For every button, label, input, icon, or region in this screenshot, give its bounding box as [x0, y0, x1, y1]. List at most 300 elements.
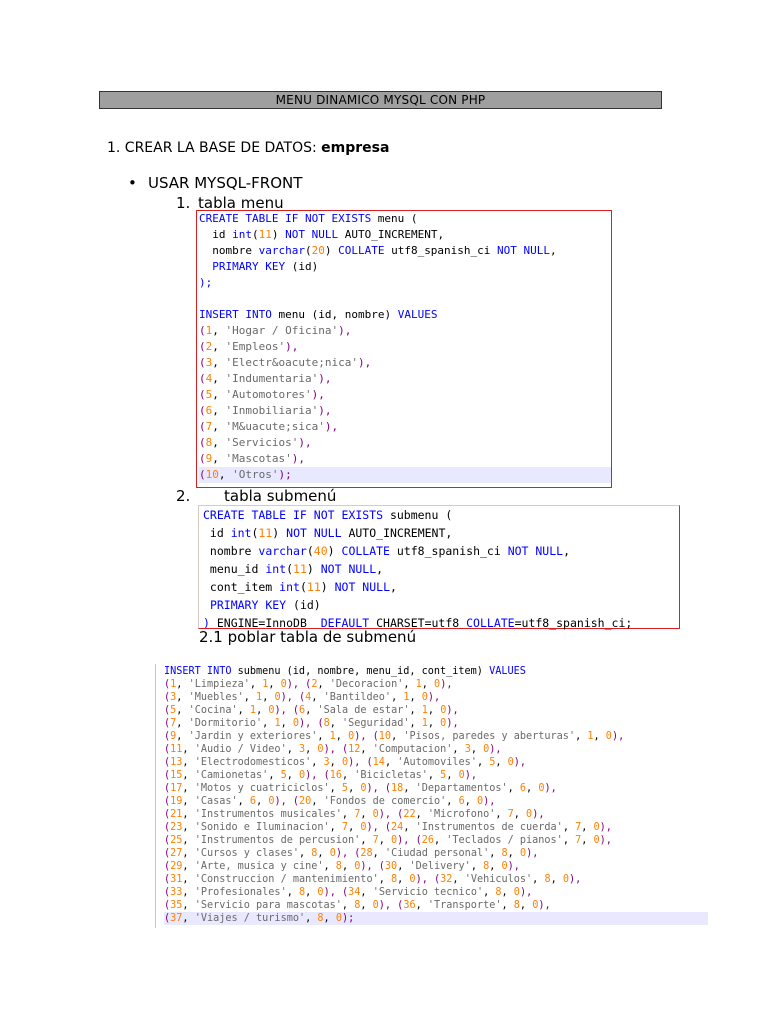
code-token: 30	[384, 861, 398, 872]
code-token: (	[306, 544, 314, 558]
code-token: 32	[440, 874, 453, 885]
code-token: 8	[513, 900, 520, 911]
code-token: ,	[409, 718, 422, 729]
step-1	[107, 140, 389, 156]
code-token: (	[164, 887, 171, 898]
code-token: 'Computacion'	[372, 744, 453, 755]
code-token: ),	[366, 822, 379, 833]
code-token: ,	[286, 770, 300, 781]
code-token: );	[278, 468, 292, 481]
code-token: 34	[348, 887, 361, 898]
code-token: 1	[329, 731, 336, 742]
code-token: varchar	[258, 244, 305, 257]
code-line	[203, 596, 679, 614]
code-token: 0	[317, 887, 324, 898]
heading-poblar-submenu	[199, 628, 416, 646]
code-token: 8	[495, 887, 502, 898]
code-token: ),	[544, 783, 557, 794]
code-line	[199, 259, 611, 275]
code-token: NOT NULL	[497, 244, 551, 257]
code-token: ,	[550, 874, 563, 885]
code-token: ,	[507, 848, 520, 859]
code-token: ,	[212, 324, 226, 337]
code-token: ,	[390, 580, 397, 594]
code-token: nombre	[203, 544, 259, 558]
code-token: ,	[311, 796, 324, 807]
code-token: )	[306, 562, 321, 576]
code-line	[199, 291, 611, 307]
code-token: ),	[285, 340, 299, 353]
code-line	[203, 524, 679, 542]
code-token: varchar	[258, 544, 307, 558]
step-1-label: 1. CREAR LA BASE DE DATOS:	[107, 140, 322, 156]
code-token: ,	[470, 861, 484, 872]
code-token: ),	[286, 679, 300, 690]
code-token: (	[199, 436, 206, 449]
code-token: INSERT INTO	[199, 308, 272, 321]
code-token: ,	[268, 770, 281, 781]
code-token: ,	[329, 718, 342, 729]
code-line	[164, 886, 708, 899]
code-line	[199, 307, 611, 323]
code-token: ),	[274, 705, 287, 716]
code-token: NOT NULL	[286, 526, 342, 540]
code-token: 6	[249, 796, 257, 807]
code-token: 'Limpieza'	[188, 679, 250, 690]
code-token: ),	[305, 770, 318, 781]
code-token: 5	[341, 783, 349, 794]
code-token: ,	[452, 744, 465, 755]
code-token: ),	[357, 356, 372, 369]
code-token: ),	[324, 420, 339, 433]
code-token	[203, 598, 210, 612]
code-token: cont_item	[203, 580, 280, 594]
code-token: ,	[212, 404, 226, 417]
code-token: ,	[581, 822, 594, 833]
code-token: ,	[176, 718, 189, 729]
code-token: 'Camionetas'	[194, 770, 269, 781]
code-token: 0	[440, 705, 447, 716]
code-token: 28	[360, 848, 373, 859]
code-token: 8	[335, 861, 342, 872]
code-token: (	[164, 913, 171, 924]
code-token: (	[199, 356, 206, 369]
code-token: ,	[212, 452, 226, 465]
code-token: 2	[205, 340, 213, 353]
code-token: 'Motos y cuatriciclos'	[194, 783, 330, 794]
code-token: 0	[483, 744, 490, 755]
code-token: 5	[489, 757, 496, 768]
code-token: ,	[182, 835, 195, 846]
code-token: ,	[182, 822, 195, 833]
code-token: ,	[421, 679, 435, 690]
code-token: 'Sonido e Iluminacion'	[194, 822, 330, 833]
code-token: id	[203, 526, 231, 540]
code-token: 0	[593, 835, 600, 846]
code-token: submenu (id, nombre, menu_id, cont_item)	[231, 666, 490, 677]
code-token: 11	[293, 562, 307, 576]
code-token: 0	[268, 796, 275, 807]
submenu-sql-code-block	[198, 505, 680, 629]
code-token: ,	[176, 679, 189, 690]
code-token: ),	[280, 692, 293, 703]
code-token: (	[164, 848, 171, 859]
code-token: )	[203, 616, 210, 630]
code-token: (	[199, 420, 206, 433]
code-line	[203, 542, 679, 560]
code-token: (	[164, 705, 171, 716]
code-token: ),	[599, 822, 612, 833]
code-token: (	[252, 228, 259, 241]
code-token: ,	[376, 562, 384, 576]
code-token: ),	[483, 796, 496, 807]
code-token: ,	[237, 705, 250, 716]
code-token: 1	[249, 705, 257, 716]
code-token: (	[199, 340, 206, 353]
code-token: 20	[311, 244, 325, 257]
code-token: ,	[341, 861, 355, 872]
code-token: ,	[403, 822, 416, 833]
code-token: ),	[335, 848, 349, 859]
code-token: 8	[354, 900, 361, 911]
code-token: utf8_spanish_ci	[384, 244, 498, 257]
code-token: 36	[403, 900, 416, 911]
code-token: ,	[311, 757, 324, 768]
code-token: 8	[299, 887, 306, 898]
code-token: ,	[415, 900, 428, 911]
code-token: 0	[434, 679, 441, 690]
code-token: ),	[397, 835, 410, 846]
code-token: ,	[427, 705, 441, 716]
code-token: 11	[306, 580, 321, 594]
code-token: 0	[292, 718, 300, 729]
code-token: int	[232, 228, 252, 241]
code-token: 3	[464, 744, 471, 755]
code-token: ,	[348, 783, 361, 794]
code-token: ,	[427, 770, 441, 781]
code-line	[199, 451, 611, 467]
code-token: DEFAULT	[320, 616, 370, 630]
code-token: 0	[354, 861, 361, 872]
code-token: 'Delivery'	[409, 861, 471, 872]
code-line	[199, 435, 611, 451]
heading-number: 2.	[176, 487, 191, 505]
code-token: ,	[182, 744, 195, 755]
code-line	[164, 847, 708, 860]
code-token: 23	[170, 822, 183, 833]
code-token: COLLATE	[466, 616, 515, 630]
code-token: ,	[182, 913, 195, 924]
code-token: 'Otros'	[232, 468, 279, 481]
code-token: 'Servicio tecnico'	[372, 887, 484, 898]
code-token: 0	[268, 705, 275, 716]
code-token: 24	[391, 822, 404, 833]
code-token: ,	[182, 887, 195, 898]
code-token: 'Bicicletas'	[354, 770, 428, 781]
code-token: ,	[403, 679, 416, 690]
code-token: ,	[298, 848, 312, 859]
code-token: ,	[323, 913, 336, 924]
code-token: 0	[360, 822, 367, 833]
code-token: 8	[391, 874, 398, 885]
code-token: 'Profesionales'	[194, 887, 287, 898]
code-token: ,	[218, 468, 233, 481]
code-token: 7	[205, 420, 213, 433]
code-token: 'Cocina'	[188, 705, 238, 716]
code-token: (id)	[285, 260, 319, 273]
code-token: 2	[311, 679, 318, 690]
code-token: ),	[360, 861, 373, 872]
code-token: 'Servicios'	[225, 436, 299, 449]
code-token: ),	[464, 770, 478, 781]
code-token: 7	[354, 809, 361, 820]
code-token: ,	[575, 731, 588, 742]
code-token: ),	[446, 705, 459, 716]
heading-label: tabla menu	[198, 194, 284, 212]
code-token: 'Muebles'	[188, 692, 244, 703]
code-token: VALUES	[397, 308, 438, 321]
code-token: ,	[286, 744, 299, 755]
code-token: NOT NULL	[285, 228, 339, 241]
code-token: 10	[378, 731, 392, 742]
code-token: ,	[563, 544, 571, 558]
code-line	[164, 717, 708, 730]
code-token: submenu (	[383, 508, 453, 522]
code-token: (	[341, 744, 349, 755]
code-token: CREATE TABLE IF NOT EXISTS	[199, 212, 372, 225]
bullet-mysql-front	[128, 174, 302, 192]
code-token: (	[341, 887, 349, 898]
code-token: 0	[421, 692, 428, 703]
code-token: ,	[464, 796, 477, 807]
code-token: id	[199, 228, 233, 241]
code-token: ,	[335, 731, 349, 742]
code-token: (	[164, 835, 171, 846]
code-token: 0	[507, 757, 514, 768]
code-token: 6	[519, 783, 527, 794]
code-token: (	[164, 861, 171, 872]
code-token: nombre	[199, 244, 259, 257]
code-token: 8	[205, 436, 213, 449]
code-token: ,	[397, 861, 410, 872]
code-token: NOT NULL	[320, 562, 377, 576]
code-token: ),	[338, 324, 352, 337]
code-token: (	[397, 900, 404, 911]
code-token: ,	[311, 692, 324, 703]
code-token: ,	[384, 757, 398, 768]
code-token: ,	[182, 900, 195, 911]
code-token: 0	[593, 822, 600, 833]
code-token: 4	[305, 692, 312, 703]
bullet-label: USAR MYSQL-FRONT	[148, 174, 303, 192]
code-token: (	[164, 900, 171, 911]
code-token: (	[292, 796, 300, 807]
code-token: (id)	[286, 598, 321, 612]
code-token: =utf8_spanish_ci;	[514, 616, 633, 630]
code-line	[164, 821, 708, 834]
code-token: ,	[212, 372, 226, 385]
code-token: 0	[532, 900, 539, 911]
code-token: )	[271, 228, 286, 241]
code-token: )	[272, 526, 287, 540]
menu-sql-code-block	[196, 210, 612, 488]
code-token: 7	[170, 718, 177, 729]
code-token: 7	[341, 822, 349, 833]
code-token: ),	[311, 388, 325, 401]
code-token: ),	[519, 887, 533, 898]
code-token: 0	[274, 692, 281, 703]
code-token: PRIMARY KEY	[212, 260, 286, 273]
code-token: 1	[205, 324, 213, 337]
code-token: int	[265, 562, 287, 576]
code-line	[164, 860, 708, 873]
code-token: ),	[291, 452, 305, 465]
code-token: int	[279, 580, 300, 594]
code-token: 0	[360, 783, 367, 794]
code-token: ,	[268, 679, 281, 690]
code-token: 9	[170, 731, 177, 742]
code-token: 'Decoracion'	[329, 679, 404, 690]
code-token: NOT NULL	[334, 580, 390, 594]
code-token: menu_id	[203, 562, 266, 576]
code-token: 0	[280, 679, 287, 690]
code-token: ,	[391, 692, 404, 703]
code-token: 'Transporte'	[427, 900, 502, 911]
code-token: 0	[605, 731, 612, 742]
code-token: 33	[170, 887, 183, 898]
code-token: ,	[501, 900, 514, 911]
code-token: 'Viajes / turismo'	[194, 913, 306, 924]
code-token: ),	[569, 874, 582, 885]
database-name: empresa	[321, 140, 390, 156]
bullet-icon: •	[128, 174, 137, 192]
code-token: 0	[501, 861, 508, 872]
code-line	[164, 743, 708, 756]
code-token: 'Casas'	[194, 796, 238, 807]
code-token: ,	[256, 705, 269, 716]
code-token: ,	[378, 874, 391, 885]
code-token: ,	[182, 861, 195, 872]
code-token: ,	[397, 874, 410, 885]
code-token: (	[292, 705, 300, 716]
code-token: ,	[342, 770, 355, 781]
code-token: ,	[452, 874, 465, 885]
code-token: 3	[323, 757, 330, 768]
code-token: ,	[403, 783, 416, 794]
code-token: (	[299, 692, 306, 703]
code-token: 7	[372, 835, 379, 846]
code-token: 9	[205, 452, 213, 465]
code-token: 'Vehiculos'	[464, 874, 533, 885]
code-token: ,	[446, 796, 459, 807]
code-token: (	[164, 731, 171, 742]
code-token: 17	[170, 783, 183, 794]
code-line	[164, 704, 708, 717]
code-token: 1	[403, 692, 410, 703]
code-line	[164, 808, 708, 821]
code-token: COLLATE	[338, 244, 385, 257]
code-token: 13	[170, 757, 183, 768]
code-token: ,	[532, 874, 545, 885]
code-token: ,	[262, 718, 275, 729]
code-token: 0	[519, 848, 527, 859]
code-line	[164, 756, 708, 769]
code-line	[164, 795, 708, 808]
code-token: ),	[348, 757, 361, 768]
code-token: ,	[409, 692, 422, 703]
code-token: (	[384, 822, 392, 833]
document-title: MENU DINAMICO MYSQL CON PHP	[99, 91, 662, 109]
code-token: (	[199, 404, 206, 417]
code-token: (	[433, 874, 441, 885]
code-token: )	[324, 244, 339, 257]
code-token: ,	[519, 900, 533, 911]
code-token: (	[164, 783, 171, 794]
code-token: ,	[212, 388, 226, 401]
code-token: (	[164, 874, 171, 885]
code-line	[199, 211, 611, 227]
code-token: ,	[182, 770, 195, 781]
code-token: 'Instrumentos musicales'	[194, 809, 342, 820]
code-token: ,	[470, 744, 484, 755]
code-token: 35	[170, 900, 183, 911]
code-token: 5	[280, 770, 287, 781]
code-token: ,	[182, 796, 195, 807]
code-line	[199, 275, 611, 291]
code-token: (	[305, 679, 312, 690]
code-token: ,	[483, 887, 496, 898]
code-token: (	[384, 783, 392, 794]
code-token: (	[164, 809, 171, 820]
code-token: ,	[489, 848, 502, 859]
code-token: 0	[341, 757, 349, 768]
code-token: 22	[403, 809, 416, 820]
code-token: 'Fondos de comercio'	[323, 796, 447, 807]
code-token: (	[372, 731, 379, 742]
code-token: ),	[323, 744, 336, 755]
code-token: 'Teclados / pianos'	[446, 835, 563, 846]
code-token: ,	[286, 887, 299, 898]
code-token: (	[251, 526, 259, 540]
code-token: ),	[415, 874, 428, 885]
code-token: 'Automotores'	[225, 388, 312, 401]
code-token: ,	[317, 848, 330, 859]
code-token: ),	[299, 718, 312, 729]
code-line	[203, 506, 679, 524]
code-line	[199, 227, 611, 243]
code-token: (	[164, 822, 171, 833]
code-token: 'Departamentos'	[415, 783, 508, 794]
code-token: 8	[483, 861, 490, 872]
code-token: 'Mascotas'	[225, 452, 292, 465]
code-token: 0	[513, 887, 520, 898]
code-token: 'Electrodomesticos'	[194, 757, 312, 768]
code-line	[164, 912, 708, 925]
code-token: (	[286, 562, 294, 576]
code-token: 1	[421, 705, 428, 716]
code-line	[199, 467, 611, 483]
code-token: 12	[348, 744, 361, 755]
code-token: 1	[256, 692, 263, 703]
code-token: 0	[372, 809, 379, 820]
code-token: ),	[318, 404, 332, 417]
code-token: 'Sala de estar'	[317, 705, 410, 716]
code-token: 'Microfono'	[427, 809, 496, 820]
code-token: ),	[274, 796, 287, 807]
code-line	[164, 678, 708, 691]
code-token: ,	[305, 705, 318, 716]
code-token: 1	[274, 718, 281, 729]
